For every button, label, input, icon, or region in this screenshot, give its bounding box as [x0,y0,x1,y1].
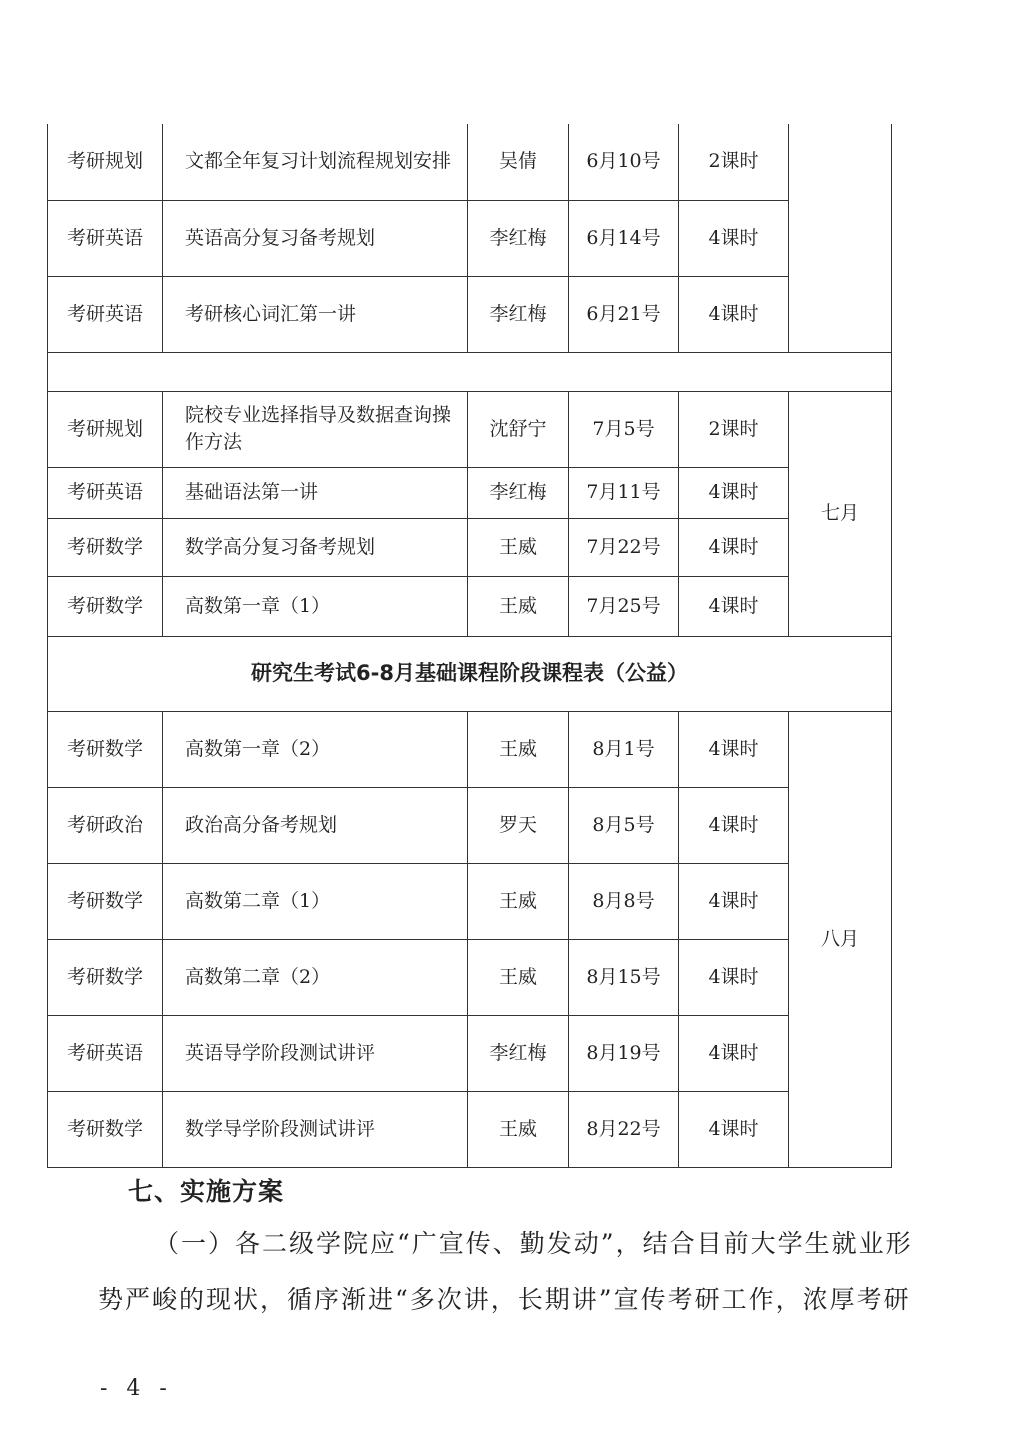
category-cell: 考研英语 [48,1015,163,1091]
teacher-cell: 李红梅 [468,467,569,518]
course-schedule-table [47,124,892,1168]
table-row [48,518,892,576]
hours-cell: 4课时 [679,863,789,939]
category-cell: 考研数学 [48,939,163,1015]
hours-cell: 4课时 [679,1091,789,1167]
date-cell: 8月15号 [569,939,679,1015]
topic-cell: 英语高分复习备考规划 [163,200,468,276]
hours-cell: 4课时 [679,518,789,576]
category-cell: 考研规划 [48,391,163,467]
hours-cell: 4课时 [679,467,789,518]
category-cell: 考研英语 [48,276,163,352]
section-title: 研究生考试6-8月基础课程阶段课程表（公益） [48,636,892,711]
topic-cell: 数学导学阶段测试讲评 [163,1091,468,1167]
hours-cell: 2课时 [679,124,789,200]
hours-cell: 4课时 [679,711,789,787]
section-heading: 七、实施方案 [128,1177,285,1206]
hours-cell: 4课时 [679,200,789,276]
hours-cell: 4课时 [679,939,789,1015]
date-cell: 6月14号 [569,200,679,276]
blank-row [48,352,892,391]
teacher-cell: 李红梅 [468,276,569,352]
hours-cell: 4课时 [679,1015,789,1091]
teacher-cell: 王威 [468,576,569,636]
month-cell-august: 八月 [789,711,892,1167]
topic-cell: 高数第二章（1） [163,863,468,939]
teacher-cell: 王威 [468,711,569,787]
body-paragraph [98,1216,950,1328]
teacher-cell: 李红梅 [468,1015,569,1091]
teacher-cell: 吴倩 [468,124,569,200]
month-cell-june [789,124,892,352]
category-cell: 考研数学 [48,1091,163,1167]
topic-cell: 院校专业选择指导及数据查询操作方法 [163,391,468,467]
table-row [48,1091,892,1167]
date-cell: 7月5号 [569,391,679,467]
section-title-row [48,636,892,711]
date-cell: 8月22号 [569,1091,679,1167]
category-cell: 考研数学 [48,711,163,787]
category-cell: 考研数学 [48,518,163,576]
topic-cell: 政治高分备考规划 [163,787,468,863]
hours-cell: 4课时 [679,276,789,352]
table-row [48,863,892,939]
blank-cell [48,352,892,391]
hours-cell: 4课时 [679,576,789,636]
date-cell: 8月8号 [569,863,679,939]
topic-cell: 考研核心词汇第一讲 [163,276,468,352]
table-row [48,467,892,518]
paragraph-line-1: （一）各二级学院应“广宣传、勤发动”，结合目前大学生就业形 [154,1229,913,1258]
date-cell: 7月22号 [569,518,679,576]
teacher-cell: 王威 [468,518,569,576]
table-row [48,1015,892,1091]
table-row [48,391,892,467]
date-cell: 8月19号 [569,1015,679,1091]
category-cell: 考研数学 [48,863,163,939]
date-cell: 6月10号 [569,124,679,200]
category-cell: 考研英语 [48,467,163,518]
teacher-cell: 王威 [468,1091,569,1167]
table-row [48,711,892,787]
date-cell: 6月21号 [569,276,679,352]
hours-cell: 4课时 [679,787,789,863]
date-cell: 7月25号 [569,576,679,636]
date-cell: 8月5号 [569,787,679,863]
topic-cell: 基础语法第一讲 [163,467,468,518]
page-number: - 4 - [100,1376,173,1401]
hours-cell: 2课时 [679,391,789,467]
table-row [48,576,892,636]
date-cell: 7月11号 [569,467,679,518]
table-row [48,276,892,352]
teacher-cell: 沈舒宁 [468,391,569,467]
teacher-cell: 王威 [468,939,569,1015]
topic-cell: 高数第一章（2） [163,711,468,787]
table-row [48,787,892,863]
topic-cell: 高数第二章（2） [163,939,468,1015]
category-cell: 考研政治 [48,787,163,863]
teacher-cell: 王威 [468,863,569,939]
category-cell: 考研英语 [48,200,163,276]
month-cell-july: 七月 [789,391,892,636]
category-cell: 考研数学 [48,576,163,636]
teacher-cell: 罗天 [468,787,569,863]
topic-cell: 高数第一章（1） [163,576,468,636]
topic-cell: 文都全年复习计划流程规划安排 [163,124,468,200]
topic-cell: 英语导学阶段测试讲评 [163,1015,468,1091]
date-cell: 8月1号 [569,711,679,787]
table-row [48,200,892,276]
topic-cell: 数学高分复习备考规划 [163,518,468,576]
teacher-cell: 李红梅 [468,200,569,276]
table-row [48,124,892,200]
paragraph-line-2: 势严峻的现状，循序渐进“多次讲，长期讲”宣传考研工作，浓厚考研 [98,1285,911,1314]
table-row [48,939,892,1015]
category-cell: 考研规划 [48,124,163,200]
